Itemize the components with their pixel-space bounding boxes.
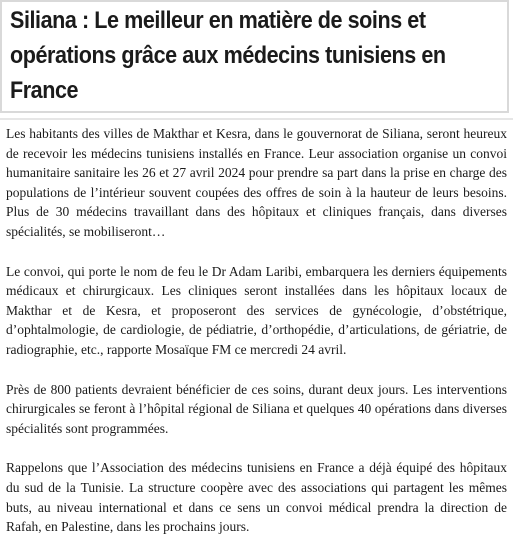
article-paragraph: Les habitants des villes de Makthar et Kesra, dans le gouvernorat de Siliana, seront heureux de recevoir les médecins tunisiens installés en France. Leur association organise un convoi humanitaire sanitaire les 26 et 27 avril 2024 pour prendre sa part dans la prise en charge des populations de l’intérieur souvent coupées des offres de soin à la hauteur de leurs besoins. Plus de 30 médecins travaillant dans des hôpitaux et cliniques français, dans diverses spécialités, se mobiliseront…: [6, 126, 507, 239]
headline-box: [0, 0, 509, 113]
article-paragraph: Rappelons que l’Association des médecins tunisiens en France a déjà équipé des hôpitaux du sud de la Tunisie. La structure coopère avec des associations qui partagent les mêmes buts, au niveau international et dans ce sens un convoi médical prendra la direction de Rafah, en Palestine, dans les prochains jours.: [6, 460, 507, 535]
article-paragraph: Près de 800 patients devraient bénéficier de ces soins, durant deux jours. Les interventions chirurgicales se feront à l’hôpital régional de Siliana et quelques 40 opérations dans diverses spécialités sont programmées.: [6, 381, 507, 436]
separator: [0, 118, 513, 120]
article-body: [0, 124, 513, 557]
article-headline: Siliana : Le meilleur en matière de soins et opérations grâce aux médecins tunisiens en France: [10, 7, 446, 104]
article-paragraph: Le convoi, qui porte le nom de feu le Dr Adam Laribi, embarquera les derniers équipements médicaux et chirurgicaux. Les cliniques seront installées dans les hôpitaux locaux de Makthar et de Kesra, et proposeront des services de gynécologie, d’obstétrique, d’ophtalmologie, de cardiologie, de pédiatrie, d’orthopédie, d’articulations, de gériatrie, de radiographie, etc., rapporte Mosaïque FM ce mercredi 24 avril.: [6, 263, 507, 357]
